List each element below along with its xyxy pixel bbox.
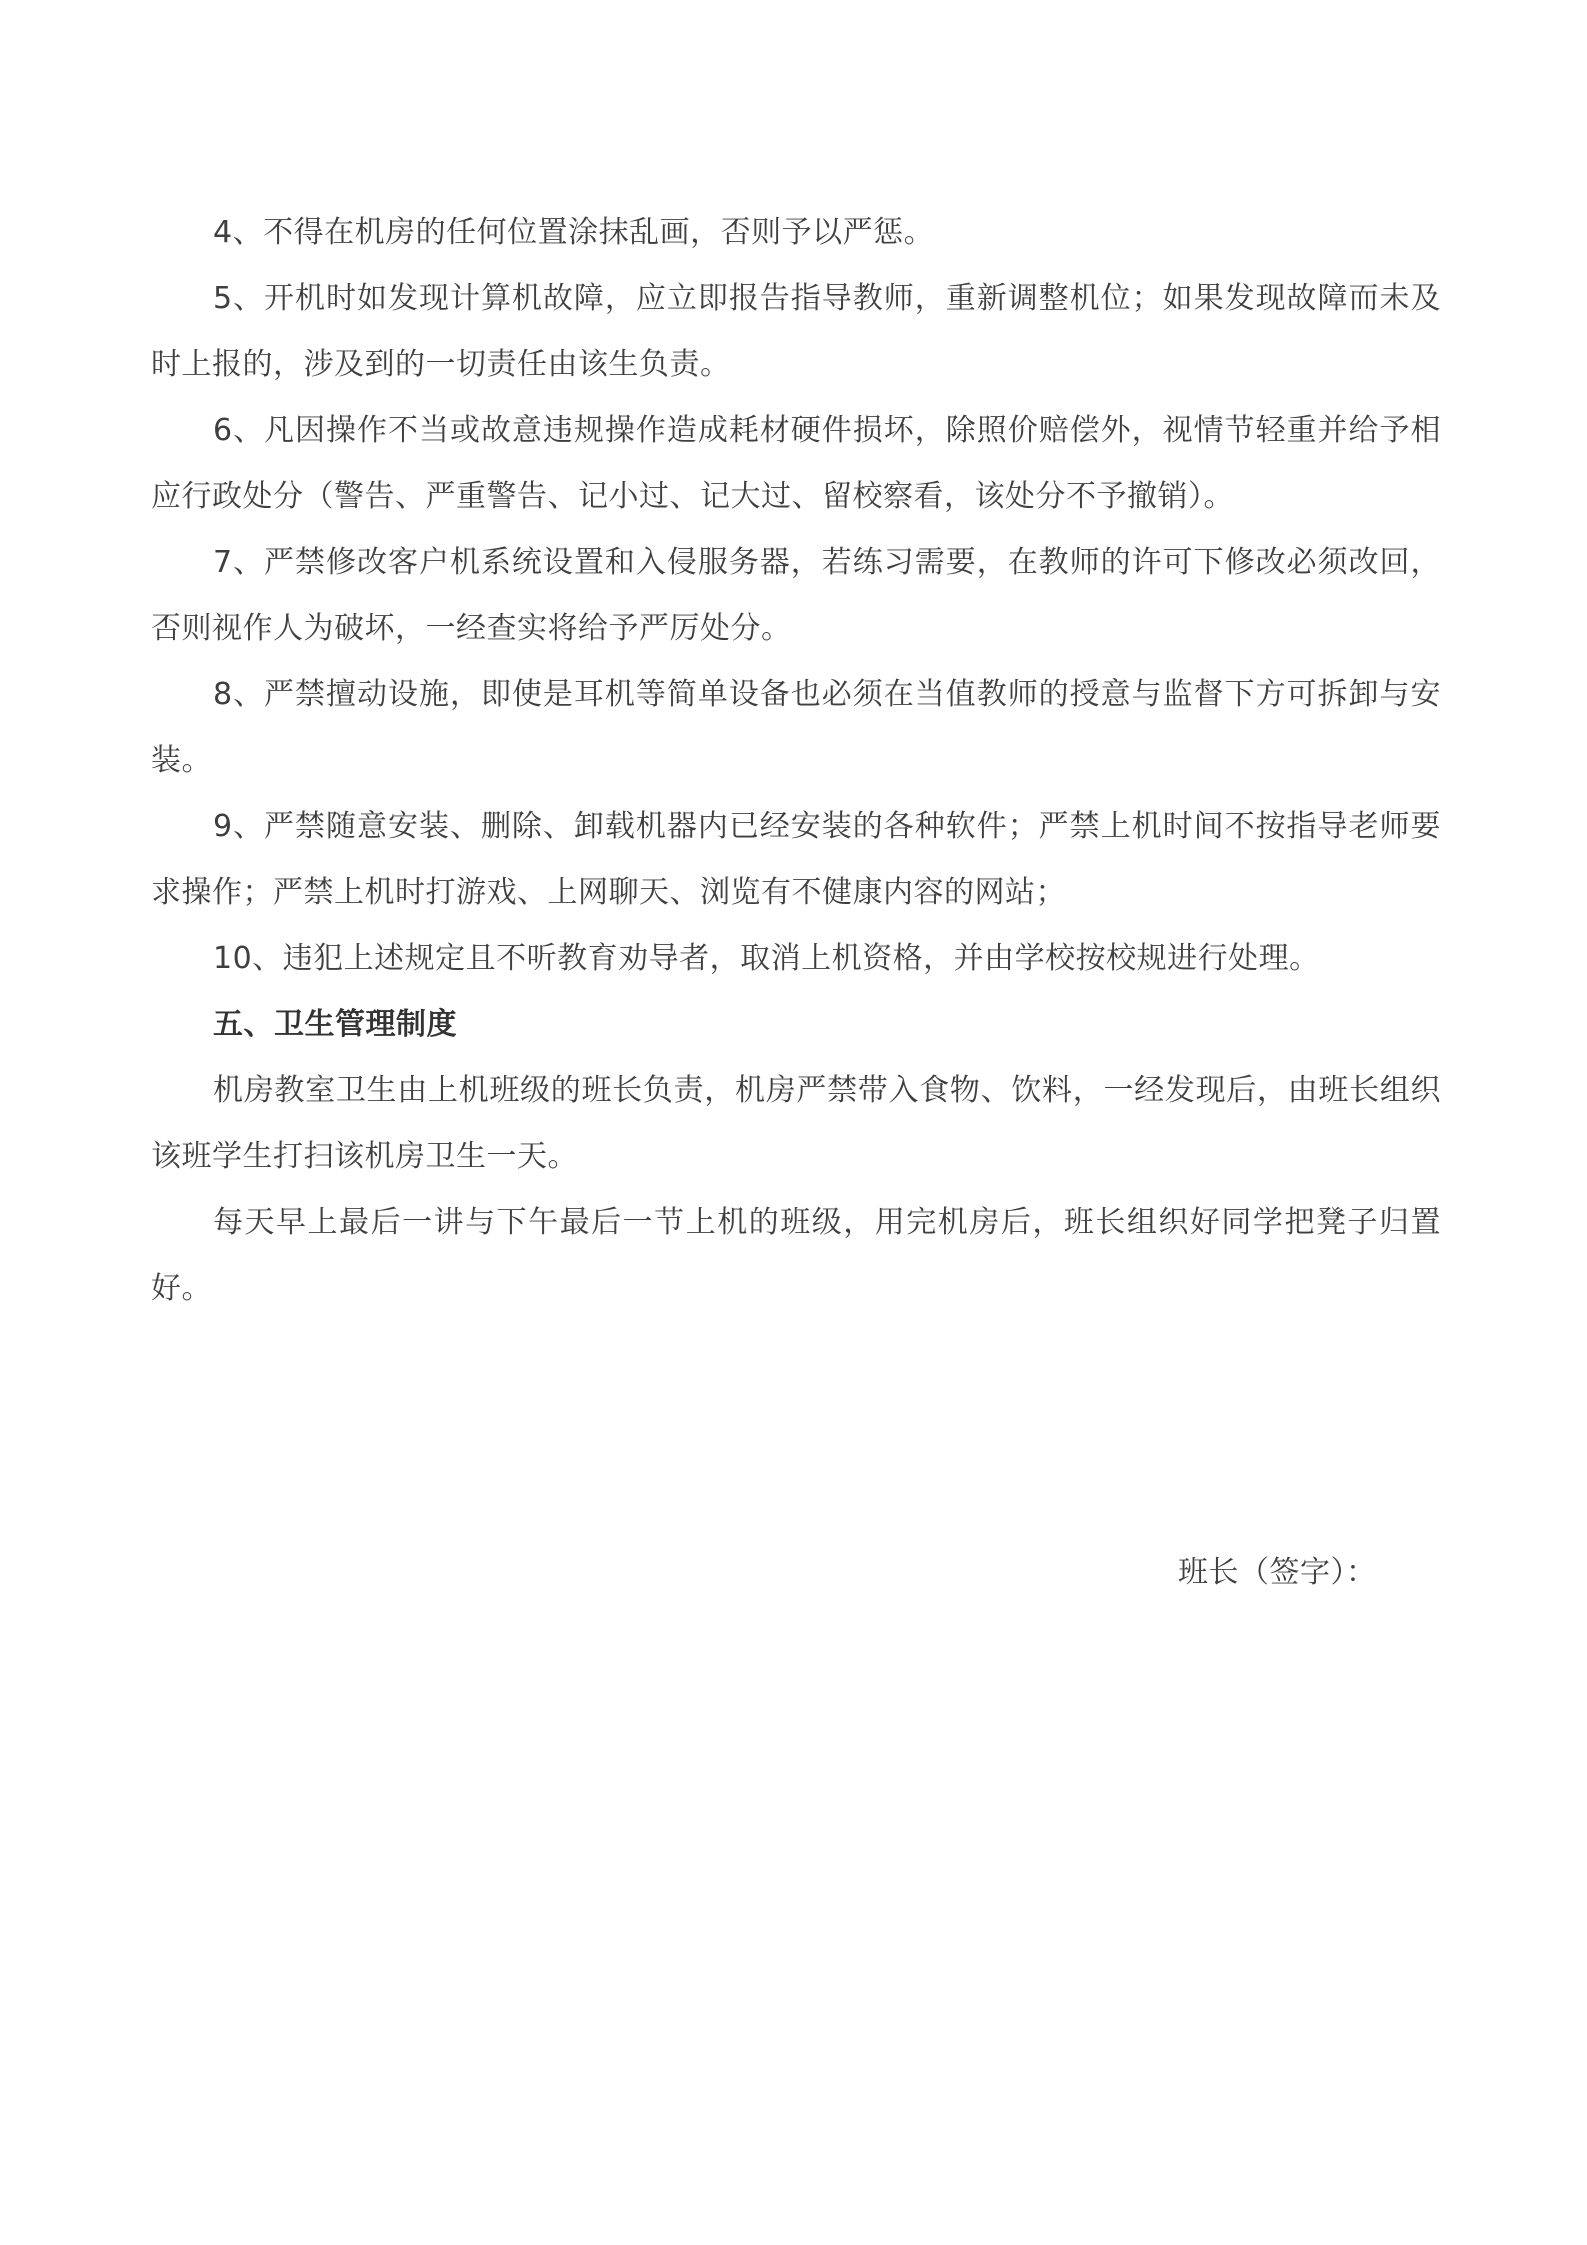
rule-item-9: 9、严禁随意安装、删除、卸载机器内已经安装的各种软件；严禁上机时间不按指导老师要求操作；严禁上机时打游戏、上网聊天、浏览有不健康内容的网站；	[151, 809, 1441, 910]
rule-item-5: 5、开机时如发现计算机故障，应立即报告指导教师，重新调整机位；如果发现故障而未及时上报的，涉及到的一切责任由该生负责。	[151, 281, 1441, 382]
hygiene-paragraph-2: 每天早上最后一讲与下午最后一节上机的班级，用完机房后，班长组织好同学把凳子归置好。	[151, 1205, 1441, 1306]
rule-item-4: 4、不得在机房的任何位置涂抹乱画，否则予以严惩。	[213, 215, 935, 250]
rule-item-7: 7、严禁修改客户机系统设置和入侵服务器，若练习需要，在教师的许可下修改必须改回，否则视作人为破坏，一经查实将给予严厉处分。	[151, 545, 1441, 646]
rule-item-6: 6、凡因操作不当或故意违规操作造成耗材硬件损坏，除照价赔偿外，视情节轻重并给予相应行政处分（警告、严重警告、记小过、记大过、留校察看，该处分不予撤销）。	[151, 413, 1441, 514]
document-page	[151, 200, 1441, 1322]
section-heading-hygiene: 五、卫生管理制度	[213, 1007, 457, 1042]
rule-item-10: 10、违犯上述规定且不听教育劝导者，取消上机资格，并由学校按校规进行处理。	[213, 941, 1320, 976]
hygiene-paragraph-1: 机房教室卫生由上机班级的班长负责，机房严禁带入食物、饮料，一经发现后，由班长组织该班学生打扫该机房卫生一天。	[151, 1073, 1441, 1174]
monitor-signature-label: 班长（签字）：	[1178, 1555, 1377, 1590]
rule-item-8: 8、严禁擅动设施，即使是耳机等简单设备也必须在当值教师的授意与监督下方可拆卸与安装。	[151, 677, 1441, 778]
